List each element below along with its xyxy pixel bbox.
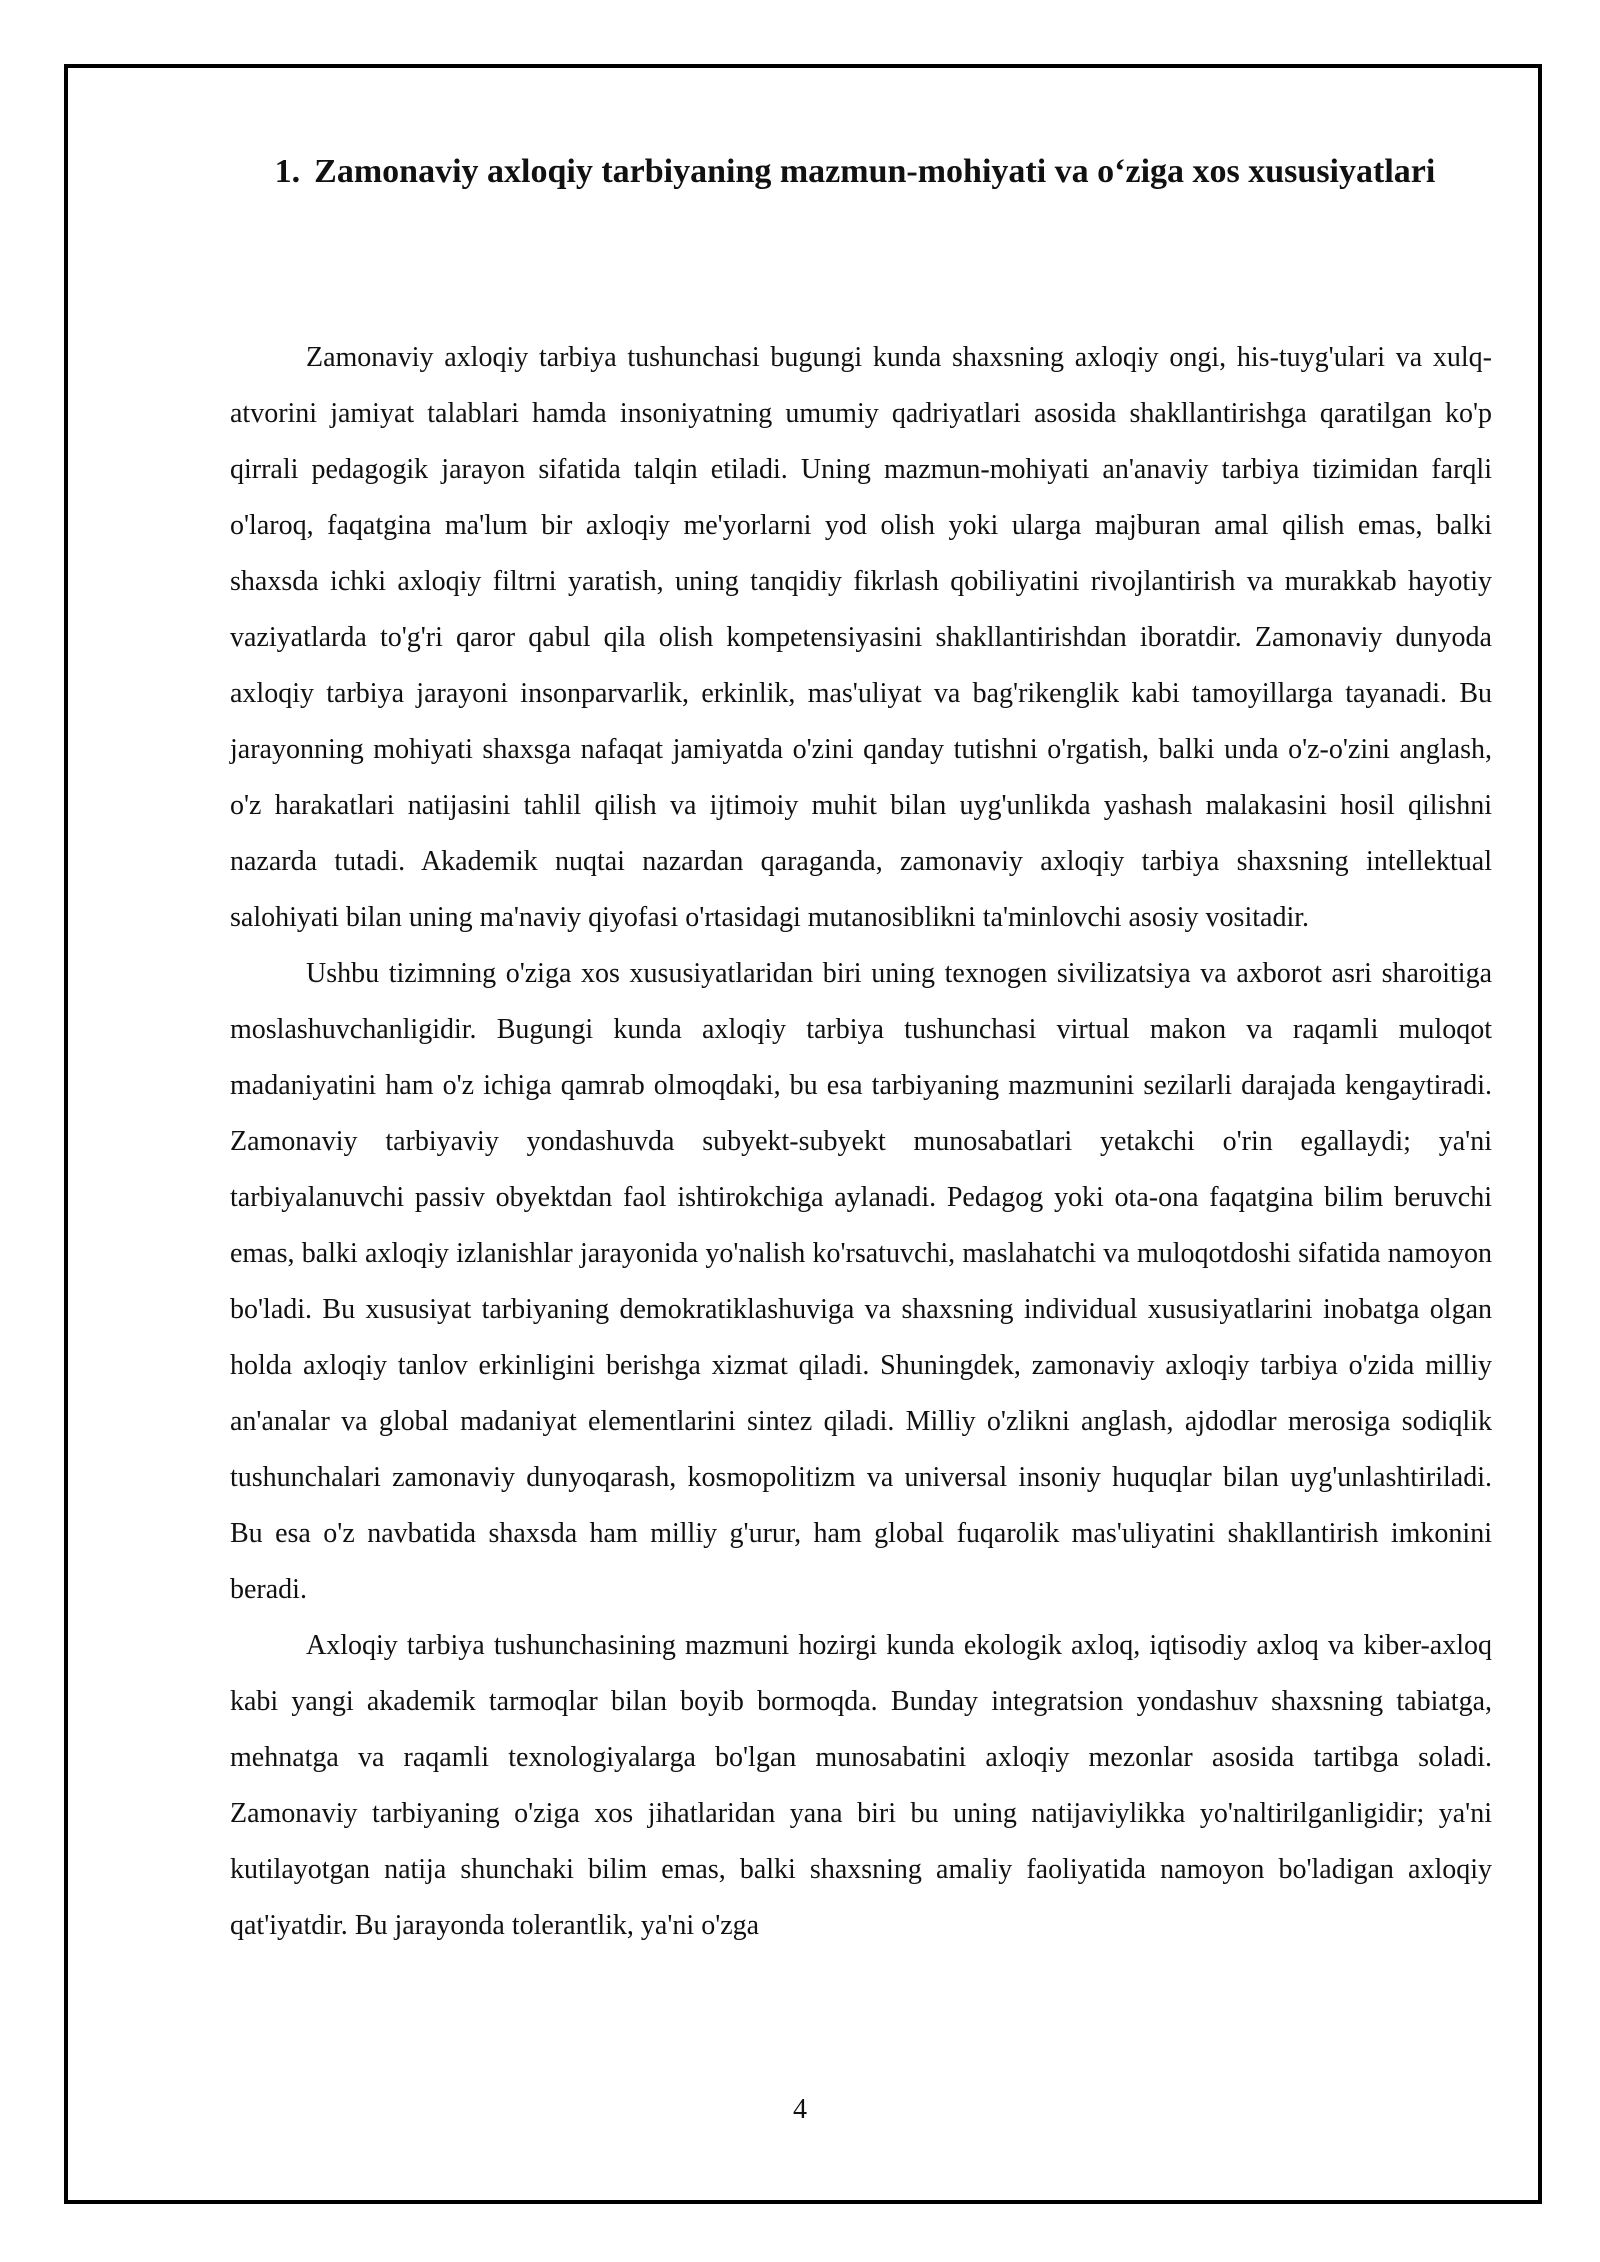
- paragraph-3: Axloqiy tarbiya tushunchasining mazmuni hozirgi kunda ekologik axloq, iqtisodiy axloq va kiber-axloq kabi yangi akademik tarmoqlar bilan boyib bormoqda. Bunday integratsion yondashuv shaxsning tabiatga, mehnatga va raqamli texnologiyalarga bo'lgan munosabatini axloqiy mezonlar asosida tartibga soladi. Zamonaviy tarbiyaning o'ziga xos jihatlaridan yana biri bu uning natijaviylikka yo'naltirilganligidir; ya'ni kutilayotgan natija shunchaki bilim emas, balki shaxsning amaliy faoliyatida namoyon bo'ladigan axloqiy qat'iyatdir. Bu jarayonda tolerantlik, ya'ni o'zga: [230, 1630, 1492, 1941]
- paragraph-1: Zamonaviy axloqiy tarbiya tushunchasi bugungi kunda shaxsning axloqiy ongi, his-tuyg'ulari va xulq-atvorini jamiyat talablari hamda insoniyatning umumiy qadriyatlari asosida shakllantirishga qaratilgan ko'p qirrali pedagogik jarayon sifatida talqin etiladi. Uning mazmun-mohiyati an'anaviy tarbiya tizimidan farqli o'laroq, faqatgina ma'lum bir axloqiy me'yorlarni yod olish yoki ularga majburan amal qilish emas, balki shaxsda ichki axloqiy filtrni yaratish, uning tanqidiy fikrlash qobiliyatini rivojlantirish va murakkab hayotiy vaziyatlarda to'g'ri qaror qabul qila olish kompetensiyasini shakllantirishdan iboratdir. Zamonaviy dunyoda axloqiy tarbiya jarayoni insonparvarlik, erkinlik, mas'uliyat va bag'rikenglik kabi tamoyillarga tayanadi. Bu jarayonning mohiyati shaxsga nafaqat jamiyatda o'zini qanday tutishni o'rgatish, balki unda o'z-o'zini anglash, o'z harakatlari natijasini tahlil qilish va ijtimoiy muhit bilan uyg'unlikda yashash malakasini hosil qilishni nazarda tutadi. Akademik nuqtai nazardan qaraganda, zamonaviy axloqiy tarbiya shaxsning intellektual salohiyati bilan uning ma'naviy qiyofasi o'rtasidagi mutanosiblikni ta'minlovchi asosiy vositadir.: [230, 342, 1492, 933]
- page-number: 4: [793, 2094, 807, 2125]
- paragraph-2: Ushbu tizimning o'ziga xos xususiyatlaridan biri uning texnogen sivilizatsiya va axborot asri sharoitiga moslashuvchanligidir. Bugungi kunda axloqiy tarbiya tushunchasi virtual makon va raqamli muloqot madaniyatini ham o'z ichiga qamrab olmoqdaki, bu esa tarbiyaning mazmunini sezilarli darajada kengaytiradi. Zamonaviy tarbiyaviy yondashuvda subyekt-subyekt munosabatlari yetakchi o'rin egallaydi; ya'ni tarbiyalanuvchi passiv obyektdan faol ishtirokchiga aylanadi. Pedagog yoki ota-ona faqatgina bilim beruvchi emas, balki axloqiy izlanishlar jarayonida yo'nalish ko'rsatuvchi, maslahatchi va muloqotdoshi sifatida namoyon bo'ladi. Bu xususiyat tarbiyaning demokratiklashuviga va shaxsning individual xususiyatlarini inobatga olgan holda axloqiy tanlov erkinligini berishga xizmat qiladi. Shuningdek, zamonaviy axloqiy tarbiya o'zida milliy an'analar va global madaniyat elementlarini sintez qiladi. Milliy o'zlikni anglash, ajdodlar merosiga sodiqlik tushunchalari zamonaviy dunyoqarash, kosmopolitizm va universal insoniy huquqlar bilan uyg'unlashtiriladi. Bu esa o'z navbatida shaxsda ham milliy g'urur, ham global fuqarolik mas'uliyatini shakllantirish imkonini beradi.: [230, 958, 1492, 1605]
- section-title: Zamonaviy axloqiy tarbiyaning mazmun-mohiyati va o‘ziga xos xususiyatlari: [314, 153, 1436, 190]
- body-text: [230, 330, 1492, 1954]
- section-heading: [230, 140, 1480, 204]
- section-number: 1.: [274, 153, 301, 190]
